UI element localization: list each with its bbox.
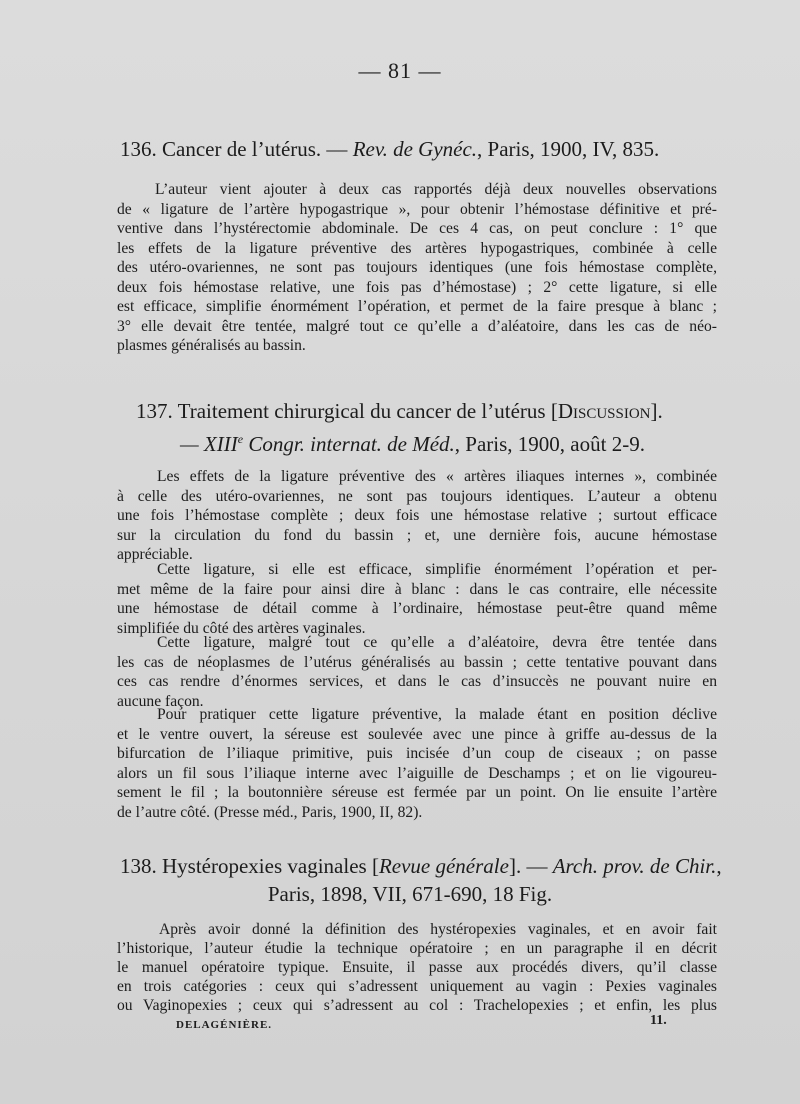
printer-signature: DELAGÉNIÈRE. (176, 1019, 273, 1031)
text-line: simplifiée du côté des artères vaginales. (117, 619, 366, 637)
text-line: sur la circulation du fond du bassin ; et, une dernière fois, aucune hémostase (117, 526, 717, 544)
text-line: des utéro-ovariennes, ne sont pas toujours identiques (une fois hémostase complète, (117, 259, 717, 276)
title-line: 138. Hystéropexies vaginales [Revue générale]. — Arch. prov. de Chir., (120, 854, 722, 878)
text-line: Cette ligature, malgré tout ce qu’elle a d’aléatoire, devra être tentée dans (157, 634, 717, 651)
title-line: 137. Traitement chirurgical du cancer de l’utérus [Discussion]. (136, 399, 663, 423)
text-line: aucune façon. (117, 692, 204, 710)
title-line: 136. Cancer de l’utérus. — Rev. de Gynéc., Paris, 1900, IV, 835. (120, 137, 660, 161)
text-line: Après avoir donné la définition des hystéropexies vaginales, et en avoir fait (159, 921, 717, 938)
entry-138-title (120, 852, 722, 908)
text-line: une fois l’hémostase complète ; deux fois une hémostase relative ; surtout efficace (117, 507, 717, 524)
text-line: 3° elle devait être tentée, malgré tout ce qu’elle a d’aléatoire, dans les cas de néo- (117, 317, 717, 335)
text-line: appréciable. (117, 546, 193, 563)
entry-137-title (120, 397, 700, 458)
text-line: les effets de la ligature préventive des artères hypogastriques, combinée à celle (117, 239, 717, 257)
text-line: et le ventre ouvert, la séreuse est soulevée avec une pince à griffe au-dessus de la (117, 725, 717, 743)
text-line: les cas de néoplasmes de l’utérus généralisés au bassin ; cette tentative pouvant dans (117, 653, 717, 671)
entry-137-paragraph-4 (117, 705, 717, 822)
sheet-number: 11. (650, 1013, 667, 1028)
entry-137-paragraph-2 (117, 560, 717, 638)
text-line: L’auteur vient ajouter à deux cas rapportés déjà deux nouvelles observations (155, 181, 717, 198)
text-line: est efficace, simplifie énormément l’opération, et permet de la faire presque à blanc ; (117, 298, 717, 315)
text-line: Les effets de la ligature préventive des « artères iliaques internes », combinée (157, 468, 717, 485)
entry-138-paragraph (117, 920, 717, 1015)
text-line: Cette ligature, si elle est efficace, simplifie énormément l’opération et per- (157, 561, 717, 578)
text-line: ventive dans l’hystérectomie abdominale. De ces 4 cas, on peut conclure : 1° que (117, 220, 717, 237)
text-line: ou Vaginopexies ; ceux qui s’adressent au col : Trachelopexies ; et enfin, les plus (117, 997, 717, 1014)
text-line: en trois catégories : ceux qui s’adressent uniquement au vagin : Pexies vaginales (117, 978, 717, 995)
text-line: Pour pratiquer cette ligature préventive, la malade étant en position déclive (157, 706, 717, 723)
text-line: bifurcation de l’iliaque primitive, puis incisée d’un coup de ciseaux ; on passe (117, 745, 717, 762)
text-line: met même de la faire pour ainsi dire à blanc : dans le cas contraire, elle nécessite (117, 580, 717, 598)
text-line: à celle des utéro-ovariennes, ne sont pas toujours identiques. L’auteur a obtenu (117, 487, 717, 505)
text-line: l’historique, l’auteur étudie la technique opératoire ; en un paragraphe il en décrit (117, 940, 717, 957)
entry-137-paragraph-1 (117, 467, 717, 565)
text-line: le manuel opératoire typique. Ensuite, il passe aux procédés divers, qu’il classe (117, 959, 717, 976)
entry-137-paragraph-3 (117, 633, 717, 711)
text-line: alors un fil sous l’iliaque interne avec l’aiguille de Deschamps ; et on lie vigoureu- (117, 764, 717, 782)
title-line: — XIIIe Congr. internat. de Méd., Paris, 1900, août 2-9. (180, 432, 645, 456)
text-line: de « ligature de l’artère hypogastrique », pour obtenir l’hémostase définitive et pré- (117, 200, 717, 218)
title-line: Paris, 1898, VII, 671-690, 18 Fig. (267, 882, 553, 906)
text-line: ces cas rendre d’énormes services, et dans le cas d’insuccès ne pouvant nuire en (117, 673, 717, 690)
text-line: sement le fil ; la boutonnière séreuse est fermée par un point. On lie ensuite l’artère (117, 784, 717, 801)
page-number: — 81 — (358, 58, 442, 83)
text-line: une hémostase de détail comme à l’ordinaire, hémostase peut-être quand même (117, 600, 717, 617)
text-line: de l’autre côté. (Presse méd., Paris, 1900, II, 82). (117, 803, 423, 821)
entry-136-title (120, 135, 700, 163)
text-line: deux fois hémostase relative, une fois pas d’hémostase) ; 2° cette ligature, si elle (117, 278, 717, 296)
text-line: plasmes généralisés au bassin. (117, 337, 306, 354)
entry-136-paragraph (117, 180, 717, 356)
